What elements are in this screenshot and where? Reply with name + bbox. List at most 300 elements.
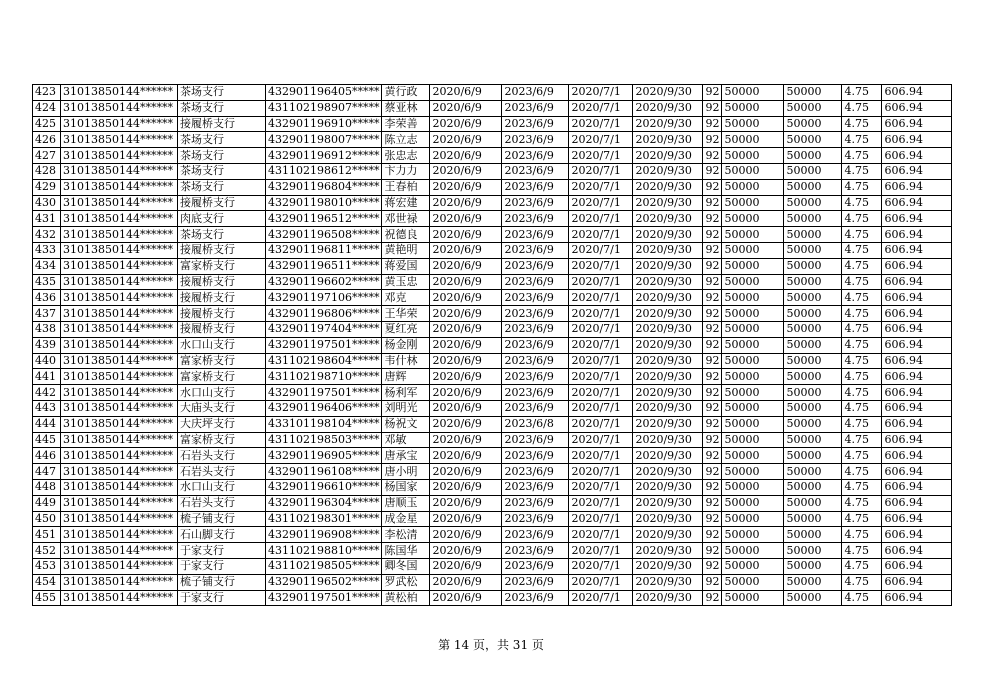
account-number-cell: 31013850144******: [61, 321, 178, 337]
loan-start-date-cell: 2020/6/9: [430, 116, 502, 132]
days-cell: 92: [703, 195, 722, 211]
days-cell: 92: [703, 432, 722, 448]
loan-end-date-cell: 2023/6/9: [502, 85, 569, 101]
balance-cell: 50000: [784, 258, 842, 274]
name-cell: 唐辉: [382, 369, 430, 385]
rate-cell: 4.75: [842, 337, 882, 353]
period-start-cell: 2020/7/1: [569, 195, 633, 211]
loan-end-date-cell: 2023/6/9: [502, 369, 569, 385]
period-end-cell: 2020/9/30: [633, 479, 703, 495]
loan-amount-cell: 50000: [722, 543, 784, 559]
period-start-cell: 2020/7/1: [569, 321, 633, 337]
name-cell: 杨利军: [382, 385, 430, 401]
id-number-cell: 432901196912*****: [266, 148, 382, 164]
days-cell: 92: [703, 479, 722, 495]
branch-cell: 茶场支行: [178, 163, 266, 179]
loan-start-date-cell: 2020/6/9: [430, 211, 502, 227]
branch-cell: 富家桥支行: [178, 432, 266, 448]
rate-cell: 4.75: [842, 274, 882, 290]
account-number-cell: 31013850144******: [61, 163, 178, 179]
period-end-cell: 2020/9/30: [633, 400, 703, 416]
account-number-cell: 31013850144******: [61, 274, 178, 290]
balance-cell: 50000: [784, 511, 842, 527]
id-number-cell: 432901196405*****: [266, 85, 382, 101]
account-number-cell: 31013850144******: [61, 495, 178, 511]
balance-cell: 50000: [784, 574, 842, 590]
balance-cell: 50000: [784, 353, 842, 369]
name-cell: 成金星: [382, 511, 430, 527]
loan-amount-cell: 50000: [722, 116, 784, 132]
loan-amount-cell: 50000: [722, 337, 784, 353]
period-start-cell: 2020/7/1: [569, 558, 633, 574]
name-cell: 蒋爱国: [382, 258, 430, 274]
balance-cell: 50000: [784, 543, 842, 559]
balance-cell: 50000: [784, 400, 842, 416]
interest-cell: 606.94: [882, 337, 952, 353]
row-number-cell: 431: [33, 211, 61, 227]
days-cell: 92: [703, 400, 722, 416]
loan-amount-cell: 50000: [722, 385, 784, 401]
name-cell: 黄松柏: [382, 590, 430, 606]
days-cell: 92: [703, 369, 722, 385]
branch-cell: 接履桥支行: [178, 321, 266, 337]
days-cell: 92: [703, 306, 722, 322]
balance-cell: 50000: [784, 527, 842, 543]
period-end-cell: 2020/9/30: [633, 590, 703, 606]
interest-cell: 606.94: [882, 385, 952, 401]
rate-cell: 4.75: [842, 321, 882, 337]
name-cell: 邓克: [382, 290, 430, 306]
rate-cell: 4.75: [842, 400, 882, 416]
period-start-cell: 2020/7/1: [569, 337, 633, 353]
days-cell: 92: [703, 274, 722, 290]
period-end-cell: 2020/9/30: [633, 337, 703, 353]
loan-end-date-cell: 2023/6/9: [502, 543, 569, 559]
balance-cell: 50000: [784, 100, 842, 116]
balance-cell: 50000: [784, 558, 842, 574]
account-number-cell: 31013850144******: [61, 479, 178, 495]
branch-cell: 接履桥支行: [178, 116, 266, 132]
loan-start-date-cell: 2020/6/9: [430, 306, 502, 322]
days-cell: 92: [703, 574, 722, 590]
loan-amount-cell: 50000: [722, 353, 784, 369]
period-start-cell: 2020/7/1: [569, 495, 633, 511]
period-end-cell: 2020/9/30: [633, 574, 703, 590]
table-row: [33, 432, 952, 448]
loan-start-date-cell: 2020/6/9: [430, 100, 502, 116]
branch-cell: 富家桥支行: [178, 258, 266, 274]
loan-start-date-cell: 2020/6/9: [430, 527, 502, 543]
period-end-cell: 2020/9/30: [633, 448, 703, 464]
interest-cell: 606.94: [882, 274, 952, 290]
rate-cell: 4.75: [842, 590, 882, 606]
rate-cell: 4.75: [842, 148, 882, 164]
rate-cell: 4.75: [842, 179, 882, 195]
loan-start-date-cell: 2020/6/9: [430, 369, 502, 385]
row-number-cell: 432: [33, 227, 61, 243]
loan-amount-cell: 50000: [722, 527, 784, 543]
interest-cell: 606.94: [882, 85, 952, 101]
account-number-cell: 31013850144******: [61, 416, 178, 432]
rate-cell: 4.75: [842, 100, 882, 116]
period-end-cell: 2020/9/30: [633, 290, 703, 306]
account-number-cell: 31013850144******: [61, 400, 178, 416]
account-number-cell: 31013850144******: [61, 242, 178, 258]
loan-start-date-cell: 2020/6/9: [430, 479, 502, 495]
id-number-cell: 432901196508*****: [266, 227, 382, 243]
loan-end-date-cell: 2023/6/9: [502, 337, 569, 353]
row-number-cell: 434: [33, 258, 61, 274]
loan-end-date-cell: 2023/6/9: [502, 242, 569, 258]
loan-amount-cell: 50000: [722, 258, 784, 274]
rate-cell: 4.75: [842, 416, 882, 432]
loan-end-date-cell: 2023/6/9: [502, 179, 569, 195]
rate-cell: 4.75: [842, 132, 882, 148]
days-cell: 92: [703, 116, 722, 132]
days-cell: 92: [703, 543, 722, 559]
row-number-cell: 451: [33, 527, 61, 543]
balance-cell: 50000: [784, 385, 842, 401]
period-end-cell: 2020/9/30: [633, 100, 703, 116]
name-cell: 黄玉忠: [382, 274, 430, 290]
row-number-cell: 446: [33, 448, 61, 464]
days-cell: 92: [703, 353, 722, 369]
loan-end-date-cell: 2023/6/9: [502, 574, 569, 590]
loan-end-date-cell: 2023/6/8: [502, 416, 569, 432]
period-end-cell: 2020/9/30: [633, 369, 703, 385]
branch-cell: 茶场支行: [178, 227, 266, 243]
rate-cell: 4.75: [842, 116, 882, 132]
loan-start-date-cell: 2020/6/9: [430, 511, 502, 527]
balance-cell: 50000: [784, 290, 842, 306]
id-number-cell: 432901196806*****: [266, 306, 382, 322]
loan-end-date-cell: 2023/6/9: [502, 527, 569, 543]
period-start-cell: 2020/7/1: [569, 590, 633, 606]
period-end-cell: 2020/9/30: [633, 148, 703, 164]
id-number-cell: 432901196905*****: [266, 448, 382, 464]
period-start-cell: 2020/7/1: [569, 148, 633, 164]
name-cell: 邓世禄: [382, 211, 430, 227]
row-number-cell: 441: [33, 369, 61, 385]
id-number-cell: 432901197404*****: [266, 321, 382, 337]
period-start-cell: 2020/7/1: [569, 258, 633, 274]
name-cell: 黄行政: [382, 85, 430, 101]
interest-cell: 606.94: [882, 227, 952, 243]
period-start-cell: 2020/7/1: [569, 211, 633, 227]
table-row: [33, 464, 952, 480]
account-number-cell: 31013850144******: [61, 116, 178, 132]
account-number-cell: 31013850144******: [61, 464, 178, 480]
loan-amount-cell: 50000: [722, 211, 784, 227]
interest-cell: 606.94: [882, 179, 952, 195]
name-cell: 王华荣: [382, 306, 430, 322]
account-number-cell: 31013850144******: [61, 574, 178, 590]
branch-cell: 水口山支行: [178, 337, 266, 353]
table-row: [33, 148, 952, 164]
account-number-cell: 31013850144******: [61, 100, 178, 116]
table-row: [33, 337, 952, 353]
name-cell: 黄艳明: [382, 242, 430, 258]
loan-amount-cell: 50000: [722, 274, 784, 290]
loan-end-date-cell: 2023/6/9: [502, 116, 569, 132]
interest-cell: 606.94: [882, 195, 952, 211]
period-end-cell: 2020/9/30: [633, 85, 703, 101]
loan-amount-cell: 50000: [722, 100, 784, 116]
interest-cell: 606.94: [882, 590, 952, 606]
account-number-cell: 31013850144******: [61, 258, 178, 274]
loan-amount-cell: 50000: [722, 479, 784, 495]
table-row: [33, 511, 952, 527]
loan-amount-cell: 50000: [722, 400, 784, 416]
name-cell: 刘明光: [382, 400, 430, 416]
loan-end-date-cell: 2023/6/9: [502, 274, 569, 290]
row-number-cell: 433: [33, 242, 61, 258]
loan-amount-cell: 50000: [722, 306, 784, 322]
loan-amount-cell: 50000: [722, 495, 784, 511]
loan-start-date-cell: 2020/6/9: [430, 132, 502, 148]
period-start-cell: 2020/7/1: [569, 574, 633, 590]
period-end-cell: 2020/9/30: [633, 116, 703, 132]
period-start-cell: 2020/7/1: [569, 227, 633, 243]
row-number-cell: 430: [33, 195, 61, 211]
balance-cell: 50000: [784, 590, 842, 606]
loan-amount-cell: 50000: [722, 590, 784, 606]
loan-amount-cell: 50000: [722, 321, 784, 337]
loan-amount-cell: 50000: [722, 179, 784, 195]
loan-start-date-cell: 2020/6/9: [430, 464, 502, 480]
table-row: [33, 195, 952, 211]
loan-start-date-cell: 2020/6/9: [430, 195, 502, 211]
days-cell: 92: [703, 527, 722, 543]
loan-amount-cell: 50000: [722, 290, 784, 306]
id-number-cell: 432901198010*****: [266, 195, 382, 211]
table-body: [33, 85, 952, 606]
days-cell: 92: [703, 558, 722, 574]
interest-cell: 606.94: [882, 448, 952, 464]
balance-cell: 50000: [784, 242, 842, 258]
id-number-cell: 432901196602*****: [266, 274, 382, 290]
row-number-cell: 437: [33, 306, 61, 322]
interest-cell: 606.94: [882, 558, 952, 574]
balance-cell: 50000: [784, 274, 842, 290]
id-number-cell: 431102198710*****: [266, 369, 382, 385]
loan-end-date-cell: 2023/6/9: [502, 590, 569, 606]
branch-cell: 接履桥支行: [178, 306, 266, 322]
loan-end-date-cell: 2023/6/9: [502, 321, 569, 337]
id-number-cell: 432901196512*****: [266, 211, 382, 227]
rate-cell: 4.75: [842, 527, 882, 543]
loan-end-date-cell: 2023/6/9: [502, 100, 569, 116]
loan-table: [32, 84, 952, 606]
period-start-cell: 2020/7/1: [569, 132, 633, 148]
loan-end-date-cell: 2023/6/9: [502, 148, 569, 164]
loan-start-date-cell: 2020/6/9: [430, 337, 502, 353]
period-start-cell: 2020/7/1: [569, 385, 633, 401]
id-number-cell: 432901196511*****: [266, 258, 382, 274]
id-number-cell: 432901196610*****: [266, 479, 382, 495]
table-row: [33, 543, 952, 559]
balance-cell: 50000: [784, 464, 842, 480]
row-number-cell: 445: [33, 432, 61, 448]
table-row: [33, 479, 952, 495]
loan-start-date-cell: 2020/6/9: [430, 448, 502, 464]
id-number-cell: 432901198007*****: [266, 132, 382, 148]
branch-cell: 富家桥支行: [178, 369, 266, 385]
branch-cell: 梳子铺支行: [178, 574, 266, 590]
rate-cell: 4.75: [842, 290, 882, 306]
days-cell: 92: [703, 511, 722, 527]
balance-cell: 50000: [784, 116, 842, 132]
account-number-cell: 31013850144******: [61, 85, 178, 101]
account-number-cell: 31013850144******: [61, 432, 178, 448]
name-cell: 卿冬国: [382, 558, 430, 574]
days-cell: 92: [703, 211, 722, 227]
interest-cell: 606.94: [882, 290, 952, 306]
account-number-cell: 31013850144******: [61, 527, 178, 543]
loan-end-date-cell: 2023/6/9: [502, 385, 569, 401]
branch-cell: 接履桥支行: [178, 290, 266, 306]
interest-cell: 606.94: [882, 353, 952, 369]
days-cell: 92: [703, 242, 722, 258]
interest-cell: 606.94: [882, 464, 952, 480]
loan-start-date-cell: 2020/6/9: [430, 321, 502, 337]
loan-start-date-cell: 2020/6/9: [430, 290, 502, 306]
id-number-cell: 432901197501*****: [266, 337, 382, 353]
id-number-cell: 433101198104*****: [266, 416, 382, 432]
interest-cell: 606.94: [882, 527, 952, 543]
period-start-cell: 2020/7/1: [569, 511, 633, 527]
id-number-cell: 431102198612*****: [266, 163, 382, 179]
branch-cell: 茶场支行: [178, 85, 266, 101]
id-number-cell: 431102198503*****: [266, 432, 382, 448]
interest-cell: 606.94: [882, 100, 952, 116]
loan-end-date-cell: 2023/6/9: [502, 132, 569, 148]
table-row: [33, 385, 952, 401]
loan-start-date-cell: 2020/6/9: [430, 163, 502, 179]
table-row: [33, 227, 952, 243]
interest-cell: 606.94: [882, 479, 952, 495]
rate-cell: 4.75: [842, 511, 882, 527]
period-end-cell: 2020/9/30: [633, 163, 703, 179]
loan-end-date-cell: 2023/6/9: [502, 227, 569, 243]
table-row: [33, 574, 952, 590]
rate-cell: 4.75: [842, 242, 882, 258]
name-cell: 陈国华: [382, 543, 430, 559]
loan-amount-cell: 50000: [722, 85, 784, 101]
account-number-cell: 31013850144******: [61, 590, 178, 606]
branch-cell: 于家支行: [178, 558, 266, 574]
loan-end-date-cell: 2023/6/9: [502, 258, 569, 274]
table-row: [33, 590, 952, 606]
rate-cell: 4.75: [842, 543, 882, 559]
period-end-cell: 2020/9/30: [633, 258, 703, 274]
days-cell: 92: [703, 100, 722, 116]
branch-cell: 肉底支行: [178, 211, 266, 227]
loan-amount-cell: 50000: [722, 369, 784, 385]
row-number-cell: 450: [33, 511, 61, 527]
row-number-cell: 442: [33, 385, 61, 401]
days-cell: 92: [703, 227, 722, 243]
rate-cell: 4.75: [842, 432, 882, 448]
name-cell: 夏红亮: [382, 321, 430, 337]
table-row: [33, 369, 952, 385]
balance-cell: 50000: [784, 321, 842, 337]
days-cell: 92: [703, 337, 722, 353]
row-number-cell: 454: [33, 574, 61, 590]
interest-cell: 606.94: [882, 306, 952, 322]
name-cell: 李松清: [382, 527, 430, 543]
days-cell: 92: [703, 290, 722, 306]
table-row: [33, 558, 952, 574]
row-number-cell: 427: [33, 148, 61, 164]
id-number-cell: 432901197501*****: [266, 590, 382, 606]
account-number-cell: 31013850144******: [61, 211, 178, 227]
rate-cell: 4.75: [842, 448, 882, 464]
days-cell: 92: [703, 321, 722, 337]
days-cell: 92: [703, 495, 722, 511]
row-number-cell: 452: [33, 543, 61, 559]
table-row: [33, 116, 952, 132]
balance-cell: 50000: [784, 369, 842, 385]
period-start-cell: 2020/7/1: [569, 163, 633, 179]
name-cell: 韦什林: [382, 353, 430, 369]
period-end-cell: 2020/9/30: [633, 495, 703, 511]
row-number-cell: 423: [33, 85, 61, 101]
name-cell: 蒋宏建: [382, 195, 430, 211]
period-end-cell: 2020/9/30: [633, 306, 703, 322]
rate-cell: 4.75: [842, 369, 882, 385]
loan-start-date-cell: 2020/6/9: [430, 543, 502, 559]
id-number-cell: 432901196406*****: [266, 400, 382, 416]
period-end-cell: 2020/9/30: [633, 464, 703, 480]
name-cell: 陈立志: [382, 132, 430, 148]
loan-amount-cell: 50000: [722, 195, 784, 211]
table-row: [33, 495, 952, 511]
branch-cell: 水口山支行: [178, 385, 266, 401]
table-row: [33, 242, 952, 258]
table-row: [33, 353, 952, 369]
row-number-cell: 453: [33, 558, 61, 574]
days-cell: 92: [703, 163, 722, 179]
loan-amount-cell: 50000: [722, 148, 784, 164]
account-number-cell: 31013850144******: [61, 132, 178, 148]
loan-start-date-cell: 2020/6/9: [430, 85, 502, 101]
days-cell: 92: [703, 258, 722, 274]
name-cell: 唐承宝: [382, 448, 430, 464]
table-row: [33, 416, 952, 432]
loan-end-date-cell: 2023/6/9: [502, 495, 569, 511]
branch-cell: 富家桥支行: [178, 353, 266, 369]
interest-cell: 606.94: [882, 432, 952, 448]
row-number-cell: 438: [33, 321, 61, 337]
loan-end-date-cell: 2023/6/9: [502, 511, 569, 527]
interest-cell: 606.94: [882, 321, 952, 337]
table-row: [33, 258, 952, 274]
row-number-cell: 444: [33, 416, 61, 432]
table-row: [33, 132, 952, 148]
table-row: [33, 100, 952, 116]
period-end-cell: 2020/9/30: [633, 385, 703, 401]
account-number-cell: 31013850144******: [61, 369, 178, 385]
row-number-cell: 455: [33, 590, 61, 606]
row-number-cell: 443: [33, 400, 61, 416]
balance-cell: 50000: [784, 495, 842, 511]
branch-cell: 接履桥支行: [178, 242, 266, 258]
balance-cell: 50000: [784, 195, 842, 211]
id-number-cell: 432901196804*****: [266, 179, 382, 195]
table-row: [33, 179, 952, 195]
row-number-cell: 449: [33, 495, 61, 511]
